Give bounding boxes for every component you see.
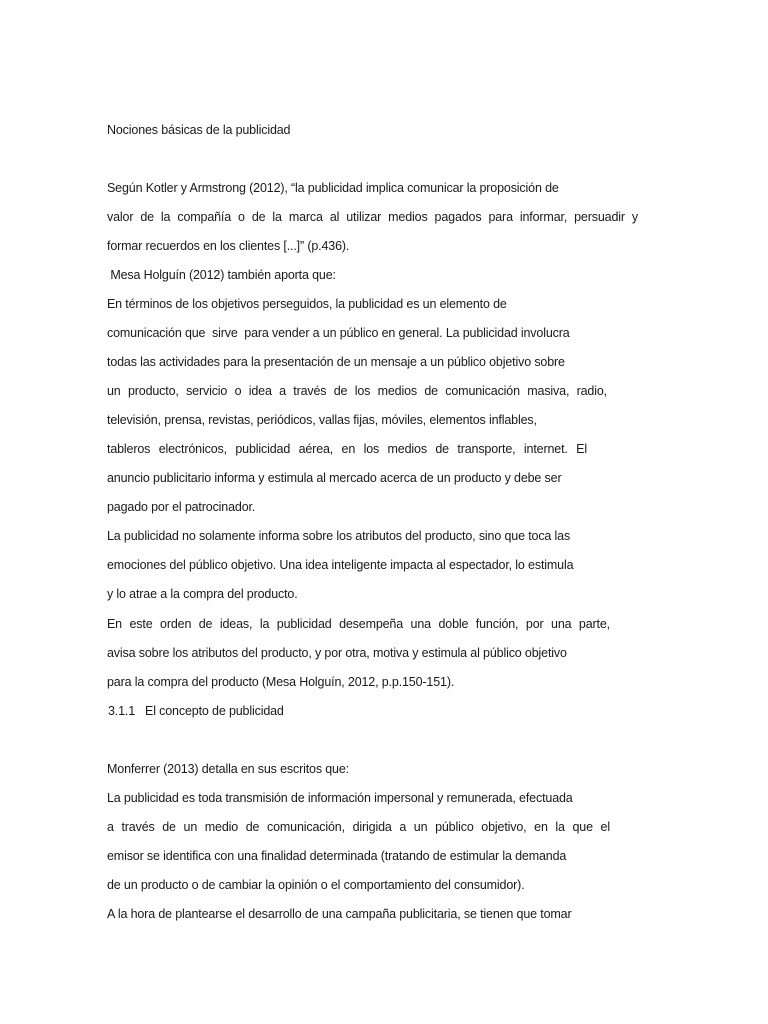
paragraph-line: comunicación que sirve para vender a un público en general. La publicidad involucra [107, 326, 570, 340]
paragraph-line: En este orden de ideas, la publicidad desempeña una doble función, por una parte, [107, 617, 610, 631]
paragraph-line: Según Kotler y Armstrong (2012), “la publicidad implica comunicar la proposición de [107, 181, 559, 195]
paragraph-line: La publicidad es toda transmisión de información impersonal y remunerada, efectuada [107, 791, 573, 805]
paragraph-line: avisa sobre los atributos del producto, y por otra, motiva y estimula al público objetivo [107, 646, 567, 660]
paragraph-line: para la compra del producto (Mesa Holguín, 2012, p.p.150-151). [107, 675, 455, 689]
paragraph-line: tableros electrónicos, publicidad aérea, en los medios de transporte, internet. El [107, 442, 587, 456]
paragraph-line: En términos de los objetivos perseguidos, la publicidad es un elemento de [107, 297, 507, 311]
paragraph-line: La publicidad no solamente informa sobre los atributos del producto, sino que toca las [107, 529, 571, 543]
paragraph-line: anuncio publicitario informa y estimula al mercado acerca de un producto y debe ser [107, 471, 562, 485]
paragraph-line: de un producto o de cambiar la opinión o el comportamiento del consumidor). [107, 878, 525, 892]
paragraph-line: pagado por el patrocinador. [107, 500, 256, 514]
paragraph-line: y lo atrae a la compra del producto. [107, 587, 298, 601]
paragraph-line: un producto, servicio o idea a través de los medios de comunicación masiva, radio, [107, 384, 607, 398]
paragraph-line: televisión, prensa, revistas, periódicos, vallas fijas, móviles, elementos inflables, [107, 413, 537, 427]
paragraph-line: formar recuerdos en los clientes [...]” (p.436). [107, 239, 350, 253]
section-heading: Nociones básicas de la publicidad [107, 123, 291, 137]
paragraph-line: emisor se identifica con una finalidad determinada (tratando de estimular la demanda [107, 849, 567, 863]
paragraph-line: emociones del público objetivo. Una idea inteligente impacta al espectador, lo estimula [107, 558, 574, 572]
paragraph-line: a través de un medio de comunicación, dirigida a un público objetivo, en la que el [107, 820, 610, 834]
paragraph-line: valor de la compañía o de la marca al utilizar medios pagados para informar, persuadir y [107, 210, 638, 224]
subsection-heading: 3.1.1 El concepto de publicidad [108, 704, 284, 718]
paragraph-line: todas las actividades para la presentación de un mensaje a un público objetivo sobre [107, 355, 565, 369]
paragraph-line: A la hora de plantearse el desarrollo de una campaña publicitaria, se tienen que tomar [107, 907, 572, 921]
paragraph-line: Monferrer (2013) detalla en sus escritos que: [107, 762, 349, 776]
paragraph-line: Mesa Holguín (2012) también aporta que: [107, 268, 336, 282]
